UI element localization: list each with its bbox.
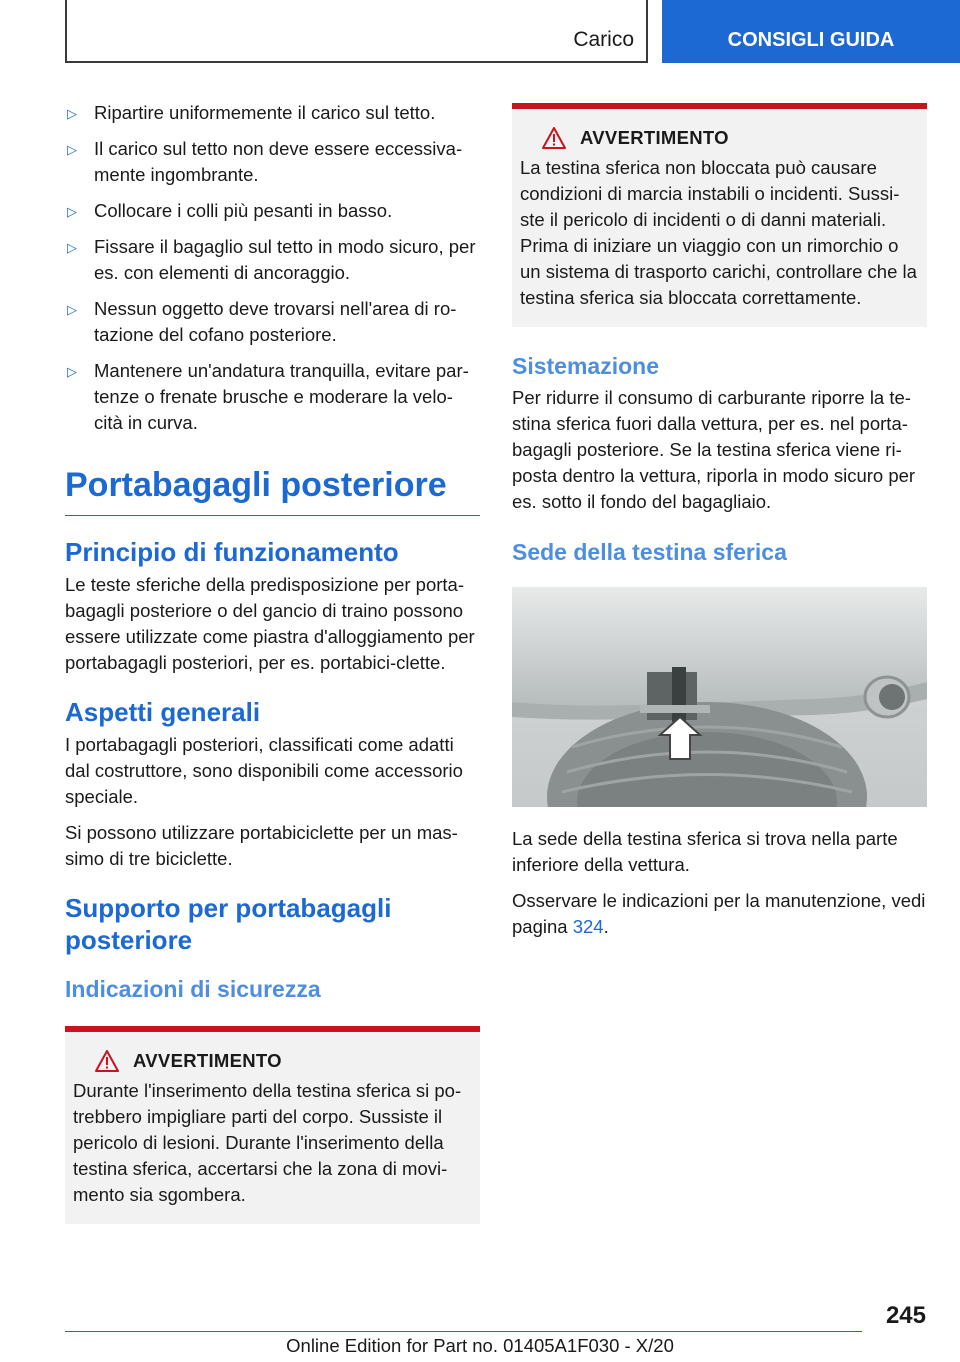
list-item: ▷ Ripartire uniformemente il carico sul tetto. [65,100,480,126]
sicurezza-heading: Indicazioni di sicurezza [65,976,321,1002]
list-item: ▷ Il carico sul tetto non deve essere eccessiva-mente ingombrante. [67,138,463,185]
list-item: ▷ Fissare il bagaglio sul tetto in modo sicuro, per es. con elementi di ancoraggio. [67,236,476,283]
aspetti-text-2: Si possono utilizzare portabiciclette per un mas-simo di tre biciclette. [65,822,458,869]
triangle-bullet-icon: ▷ [67,204,77,219]
roof-load-bullets [65,100,480,436]
supporto-heading: Supporto per portabagagli posteriore [65,893,392,955]
section-title: Portabagagli posteriore [65,466,480,516]
header-box [65,0,648,63]
footer-divider [65,1331,862,1332]
sede-heading: Sede della testina sferica [512,539,787,565]
principio-text: Le teste sferiche della predisposizione per porta-bagagli posteriore o del gancio di traino possono essere utilizzate come piastra d'alloggiamento per portabagagli posteriori, per es. portabici-clette. [65,574,475,673]
warning-text: Durante l'inserimento della testina sferica si po-trebbero impigliare parti del corpo. Sussiste il pericolo di lesioni. Durante l'inserimento della testina sferica, accertarsi che la zona di movi-mento sia sgombera. [73,1080,462,1205]
warning-triangle-icon [95,1050,119,1072]
triangle-bullet-icon: ▷ [67,364,77,379]
tow-ball-socket-illustration [512,587,927,807]
triangle-bullet-icon: ▷ [67,302,77,317]
page-number: 245 [885,1302,926,1329]
warning-box [65,1026,480,1224]
list-item: ▷ Collocare i colli più pesanti in basso. [65,198,480,224]
sistemazione-heading: Sistemazione [512,353,659,379]
aspetti-text-1: I portabagagli posteriori, classificati come adatti dal costruttore, sono disponibili come accessorio speciale. [65,734,463,807]
warning-title: AVVERTIMENTO [133,1050,282,1071]
warning-text: La testina sferica non bloccata può causare condizioni di marcia instabili o incidenti. Sussi-ste il pericolo di incidenti o di danni materiali. Prima di iniziare un viaggio con un rimorchio o un sistema di trasporto carichi, controllare che la testina sferica sia bloccata correttamente. [520,157,917,308]
list-item: ▷ Nessun oggetto deve trovarsi nell'area di ro-tazione del cofano posteriore. [67,298,457,345]
principio-heading: Principio di funzionamento [65,537,399,567]
aspetti-heading: Aspetti generali [65,697,261,727]
list-item: ▷ Mantenere un'andatura tranquilla, evitare par-tenze o frenate brusche e moderare la velo-cità in curva. [67,360,469,433]
header-chapter-tab[interactable]: CONSIGLI GUIDA [662,0,960,63]
triangle-bullet-icon: ▷ [67,240,77,255]
triangle-bullet-icon: ▷ [67,106,77,121]
footer-edition-text: Online Edition for Part no. 01405A1F030 - X/20 [286,1335,674,1356]
sede-text-1: La sede della testina sferica si trova nella parte inferiore della vettura. [512,828,898,875]
header-section-title: Carico [573,28,634,51]
warning-box [512,103,927,327]
warning-header [520,127,919,149]
page-reference-link[interactable]: 324 [572,916,604,937]
sistemazione-text: Per ridurre il consumo di carburante riporre la te-stina sferica fuori dalla vettura, per es. nel porta-bagagli posteriore. Se la testina sferica viene ri-posta dentro la vettura, riporla in modo sicuro per es. sotto il fondo del bagagliaio. [512,387,916,512]
triangle-bullet-icon: ▷ [67,142,77,157]
warning-header [73,1050,472,1072]
left-column [65,100,480,1224]
sede-text-2: Osservare le indicazioni per la manutenzione, vedi pagina 324. [512,890,926,937]
warning-triangle-icon [542,127,566,149]
right-column [512,103,927,950]
warning-title: AVVERTIMENTO [580,127,729,148]
